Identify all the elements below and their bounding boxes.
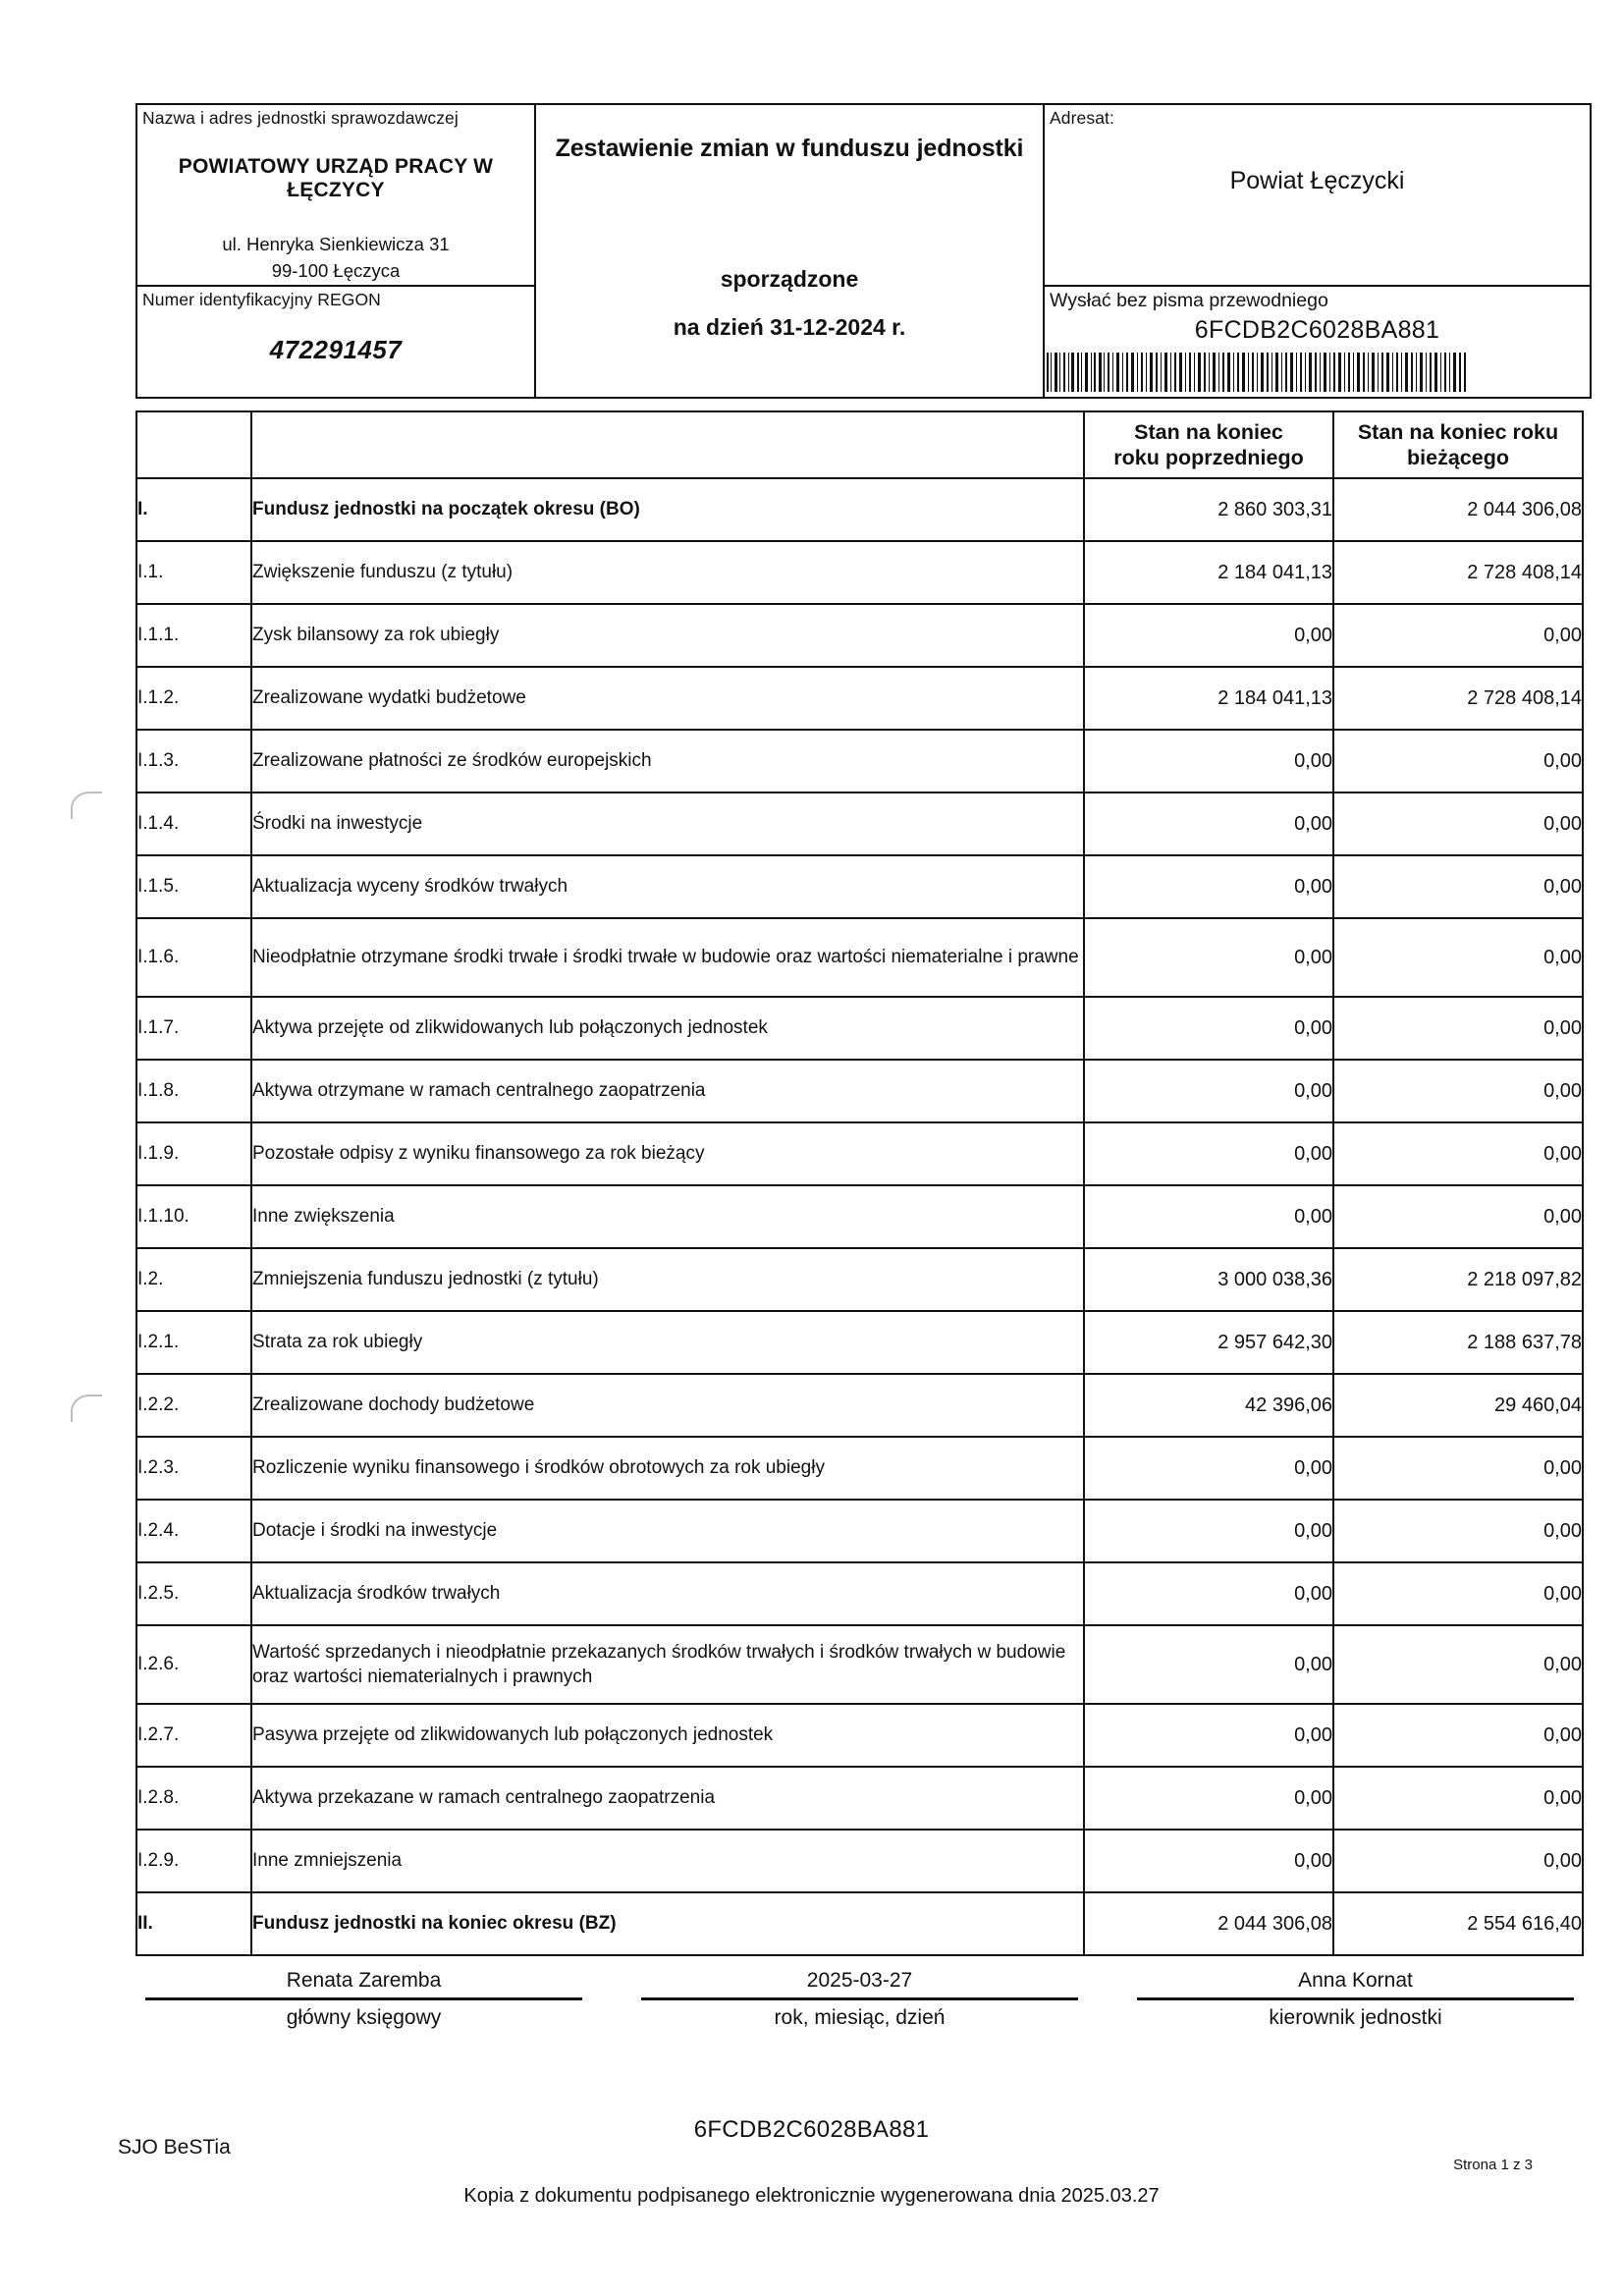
row-label: Zrealizowane płatności ze środków europejskich xyxy=(251,730,1084,793)
regon-caption: Numer identyfikacyjny REGON xyxy=(142,289,381,309)
regon-box xyxy=(136,286,535,398)
header-current-year xyxy=(1333,411,1583,478)
table-row xyxy=(136,1500,1583,1562)
row-value-current-year: 0,00 xyxy=(1333,1060,1583,1122)
row-value-previous-year: 0,00 xyxy=(1084,1562,1333,1625)
row-value-previous-year: 0,00 xyxy=(1084,997,1333,1060)
row-value-current-year: 2 554 616,40 xyxy=(1333,1892,1583,1955)
table-row xyxy=(136,1185,1583,1248)
row-symbol: I.1.1. xyxy=(136,604,251,667)
signature-field xyxy=(135,1969,592,2030)
row-value-current-year: 0,00 xyxy=(1333,855,1583,918)
row-value-previous-year: 0,00 xyxy=(1084,793,1333,855)
table-row xyxy=(136,1625,1583,1704)
row-label: Nieodpłatnie otrzymane środki trwałe i środki trwałe w budowie oraz wartości niematerialne i prawne xyxy=(251,918,1084,997)
row-symbol: I.2.9. xyxy=(136,1830,251,1892)
row-value-previous-year: 0,00 xyxy=(1084,1767,1333,1830)
addressee-box xyxy=(1044,104,1591,286)
row-value-previous-year: 0,00 xyxy=(1084,918,1333,997)
row-label: Aktualizacja wyceny środków trwałych xyxy=(251,855,1084,918)
signature-name: 2025-03-27 xyxy=(806,1969,913,1992)
row-symbol: I.2.1. xyxy=(136,1311,251,1374)
row-value-current-year: 2 728 408,14 xyxy=(1333,667,1583,730)
send-note-text: Wysłać bez pisma przewodniego xyxy=(1050,289,1328,311)
row-symbol: I.1.7. xyxy=(136,997,251,1060)
row-value-current-year: 2 188 637,78 xyxy=(1333,1311,1583,1374)
row-value-current-year: 2 218 097,82 xyxy=(1333,1248,1583,1311)
row-value-current-year: 0,00 xyxy=(1333,730,1583,793)
row-label: Wartość sprzedanych i nieodpłatnie przekazanych środków trwałych i środków trwałych w budowie oraz wartości niematerialnych i prawnych xyxy=(251,1625,1084,1704)
table-row xyxy=(136,478,1583,541)
row-symbol: I.2.6. xyxy=(136,1625,251,1704)
row-label: Aktywa przekazane w ramach centralnego zaopatrzenia xyxy=(251,1767,1084,1830)
signature-name: Renata Zaremba xyxy=(286,1969,442,1992)
row-label: Zwiększenie funduszu (z tytułu) xyxy=(251,541,1084,604)
row-value-previous-year: 0,00 xyxy=(1084,730,1333,793)
row-label: Strata za rok ubiegły xyxy=(251,1311,1084,1374)
table-row xyxy=(136,1704,1583,1767)
row-symbol: I.1.2. xyxy=(136,667,251,730)
addressee-name: Powiat Łęczycki xyxy=(1229,167,1405,195)
footer-system-name: SJO BeSTia xyxy=(118,2136,231,2159)
row-value-current-year: 0,00 xyxy=(1333,1830,1583,1892)
row-symbol: I.2.3. xyxy=(136,1437,251,1500)
row-value-previous-year: 0,00 xyxy=(1084,1500,1333,1562)
row-symbol: I.2.4. xyxy=(136,1500,251,1562)
row-value-current-year: 0,00 xyxy=(1333,1625,1583,1704)
row-symbol: I.1.6. xyxy=(136,918,251,997)
row-label: Zrealizowane dochody budżetowe xyxy=(251,1374,1084,1437)
row-value-previous-year: 0,00 xyxy=(1084,1625,1333,1704)
table-row xyxy=(136,855,1583,918)
barcode-image xyxy=(1045,353,1467,392)
row-symbol: I. xyxy=(136,478,251,541)
document-title-box xyxy=(535,104,1044,398)
table-row xyxy=(136,667,1583,730)
reporting-unit-street: ul. Henryka Sienkiewicza 31 xyxy=(222,234,450,255)
signature-role: kierownik jednostki xyxy=(1269,2006,1442,2029)
footer-copy-note: Kopia z dokumentu podpisanego elektronicznie wygenerowana dnia 2025.03.27 xyxy=(463,2185,1160,2207)
table-row xyxy=(136,604,1583,667)
row-symbol: I.2. xyxy=(136,1248,251,1311)
footer-document-id: 6FCDB2C6028BA881 xyxy=(693,2116,930,2143)
document-title: Zestawienie zmian w funduszu jednostki xyxy=(555,135,1024,162)
row-value-previous-year: 2 184 041,13 xyxy=(1084,541,1333,604)
hole-punch-mark-bottom xyxy=(71,1394,102,1422)
table-row xyxy=(136,730,1583,793)
footer-page-number: Strona 1 z 3 xyxy=(1453,2157,1533,2173)
row-symbol: I.1. xyxy=(136,541,251,604)
row-value-current-year: 0,00 xyxy=(1333,1767,1583,1830)
reporting-unit-name: POWIATOWY URZĄD PRACY W ŁĘCZYCY xyxy=(178,155,494,202)
row-value-current-year: 0,00 xyxy=(1333,997,1583,1060)
fund-changes-table xyxy=(135,410,1584,1956)
row-label: Dotacje i środki na inwestycje xyxy=(251,1500,1084,1562)
table-row xyxy=(136,1374,1583,1437)
reporting-unit-box xyxy=(136,104,535,286)
row-value-current-year: 0,00 xyxy=(1333,1562,1583,1625)
row-value-previous-year: 2 860 303,31 xyxy=(1084,478,1333,541)
header-symbol xyxy=(136,411,251,478)
row-label: Środki na inwestycje xyxy=(251,793,1084,855)
row-label: Aktywa przejęte od zlikwidowanych lub połączonych jednostek xyxy=(251,997,1084,1060)
row-value-previous-year: 2 044 306,08 xyxy=(1084,1892,1333,1955)
table-row xyxy=(136,1437,1583,1500)
row-symbol: I.2.7. xyxy=(136,1704,251,1767)
reporting-unit-caption: Nazwa i adres jednostki sprawozdawczej xyxy=(142,108,459,128)
table-row xyxy=(136,1248,1583,1311)
document-id-header: 6FCDB2C6028BA881 xyxy=(1194,315,1440,344)
row-value-previous-year: 0,00 xyxy=(1084,1122,1333,1185)
row-value-current-year: 29 460,04 xyxy=(1333,1374,1583,1437)
row-label: Aktywa otrzymane w ramach centralnego zaopatrzenia xyxy=(251,1060,1084,1122)
hole-punch-mark-top xyxy=(71,792,102,819)
header-current-year-line1: Stan na koniec roku xyxy=(1357,419,1559,444)
document-header xyxy=(135,103,1584,399)
header-previous-year xyxy=(1084,411,1333,478)
row-value-current-year: 0,00 xyxy=(1333,793,1583,855)
row-value-previous-year: 0,00 xyxy=(1084,604,1333,667)
table-row xyxy=(136,1892,1583,1955)
regon-value: 472291457 xyxy=(269,334,403,364)
row-value-current-year: 0,00 xyxy=(1333,604,1583,667)
row-value-previous-year: 2 957 642,30 xyxy=(1084,1311,1333,1374)
table-row xyxy=(136,1311,1583,1374)
table-row xyxy=(136,1562,1583,1625)
table-row xyxy=(136,541,1583,604)
row-label: Pasywa przejęte od zlikwidowanych lub połączonych jednostek xyxy=(251,1704,1084,1767)
row-symbol: I.2.5. xyxy=(136,1562,251,1625)
header-label xyxy=(251,411,1084,478)
row-symbol: I.1.8. xyxy=(136,1060,251,1122)
row-value-current-year: 0,00 xyxy=(1333,1185,1583,1248)
signature-block xyxy=(135,1969,1584,2030)
row-label: Aktualizacja środków trwałych xyxy=(251,1562,1084,1625)
reporting-unit-city: 99-100 Łęczyca xyxy=(271,259,401,281)
row-label: Pozostałe odpisy z wyniku finansowego za rok bieżący xyxy=(251,1122,1084,1185)
signature-role: rok, miesiąc, dzień xyxy=(774,2006,946,2029)
row-value-previous-year: 0,00 xyxy=(1084,1437,1333,1500)
signature-name: Anna Kornat xyxy=(1298,1969,1413,1992)
row-value-current-year: 0,00 xyxy=(1333,1500,1583,1562)
row-value-current-year: 0,00 xyxy=(1333,1122,1583,1185)
row-symbol: I.2.8. xyxy=(136,1767,251,1830)
row-value-previous-year: 0,00 xyxy=(1084,1060,1333,1122)
table-row xyxy=(136,918,1583,997)
table-row xyxy=(136,793,1583,855)
row-symbol: I.1.5. xyxy=(136,855,251,918)
row-value-previous-year: 2 184 041,13 xyxy=(1084,667,1333,730)
row-value-current-year: 0,00 xyxy=(1333,918,1583,997)
row-symbol: II. xyxy=(136,1892,251,1955)
header-current-year-line2: bieżącego xyxy=(1407,446,1509,469)
signature-field xyxy=(1127,1969,1584,2030)
signature-field xyxy=(631,1969,1088,2030)
row-label: Inne zwiększenia xyxy=(251,1185,1084,1248)
row-value-current-year: 2 728 408,14 xyxy=(1333,541,1583,604)
table-row xyxy=(136,1060,1583,1122)
row-symbol: I.2.2. xyxy=(136,1374,251,1437)
row-value-previous-year: 3 000 038,36 xyxy=(1084,1248,1333,1311)
row-value-previous-year: 0,00 xyxy=(1084,855,1333,918)
table-row xyxy=(136,997,1583,1060)
row-label: Zysk bilansowy za rok ubiegły xyxy=(251,604,1084,667)
row-value-current-year: 2 044 306,08 xyxy=(1333,478,1583,541)
row-label: Fundusz jednostki na koniec okresu (BZ) xyxy=(251,1892,1084,1955)
row-value-previous-year: 0,00 xyxy=(1084,1704,1333,1767)
row-symbol: I.1.10. xyxy=(136,1185,251,1248)
fund-changes-table-wrapper xyxy=(135,410,1584,1956)
row-symbol: I.1.3. xyxy=(136,730,251,793)
row-value-previous-year: 0,00 xyxy=(1084,1185,1333,1248)
header-previous-year-line1: Stan na koniec xyxy=(1134,419,1283,444)
send-note-box xyxy=(1044,286,1591,398)
row-value-previous-year: 42 396,06 xyxy=(1084,1374,1333,1437)
header-previous-year-line2: roku poprzedniego xyxy=(1113,446,1304,469)
row-label: Zmniejszenia funduszu jednostki (z tytułu) xyxy=(251,1248,1084,1311)
row-label: Rozliczenie wyniku finansowego i środków obrotowych za rok ubiegły xyxy=(251,1437,1084,1500)
row-label: Inne zmniejszenia xyxy=(251,1830,1084,1892)
signature-role: główny księgowy xyxy=(286,2006,442,2029)
row-value-current-year: 0,00 xyxy=(1333,1437,1583,1500)
table-header-row xyxy=(136,411,1583,478)
table-row xyxy=(136,1122,1583,1185)
addressee-caption: Adresat: xyxy=(1050,108,1114,128)
row-symbol: I.1.9. xyxy=(136,1122,251,1185)
table-row xyxy=(136,1830,1583,1892)
row-value-current-year: 0,00 xyxy=(1333,1704,1583,1767)
table-row xyxy=(136,1767,1583,1830)
document-subtitle-date: na dzień 31-12-2024 r. xyxy=(673,314,906,340)
row-label: Fundusz jednostki na początek okresu (BO) xyxy=(251,478,1084,541)
row-value-previous-year: 0,00 xyxy=(1084,1830,1333,1892)
row-symbol: I.1.4. xyxy=(136,793,251,855)
row-label: Zrealizowane wydatki budżetowe xyxy=(251,667,1084,730)
document-subtitle-prepared: sporządzone xyxy=(720,266,859,292)
